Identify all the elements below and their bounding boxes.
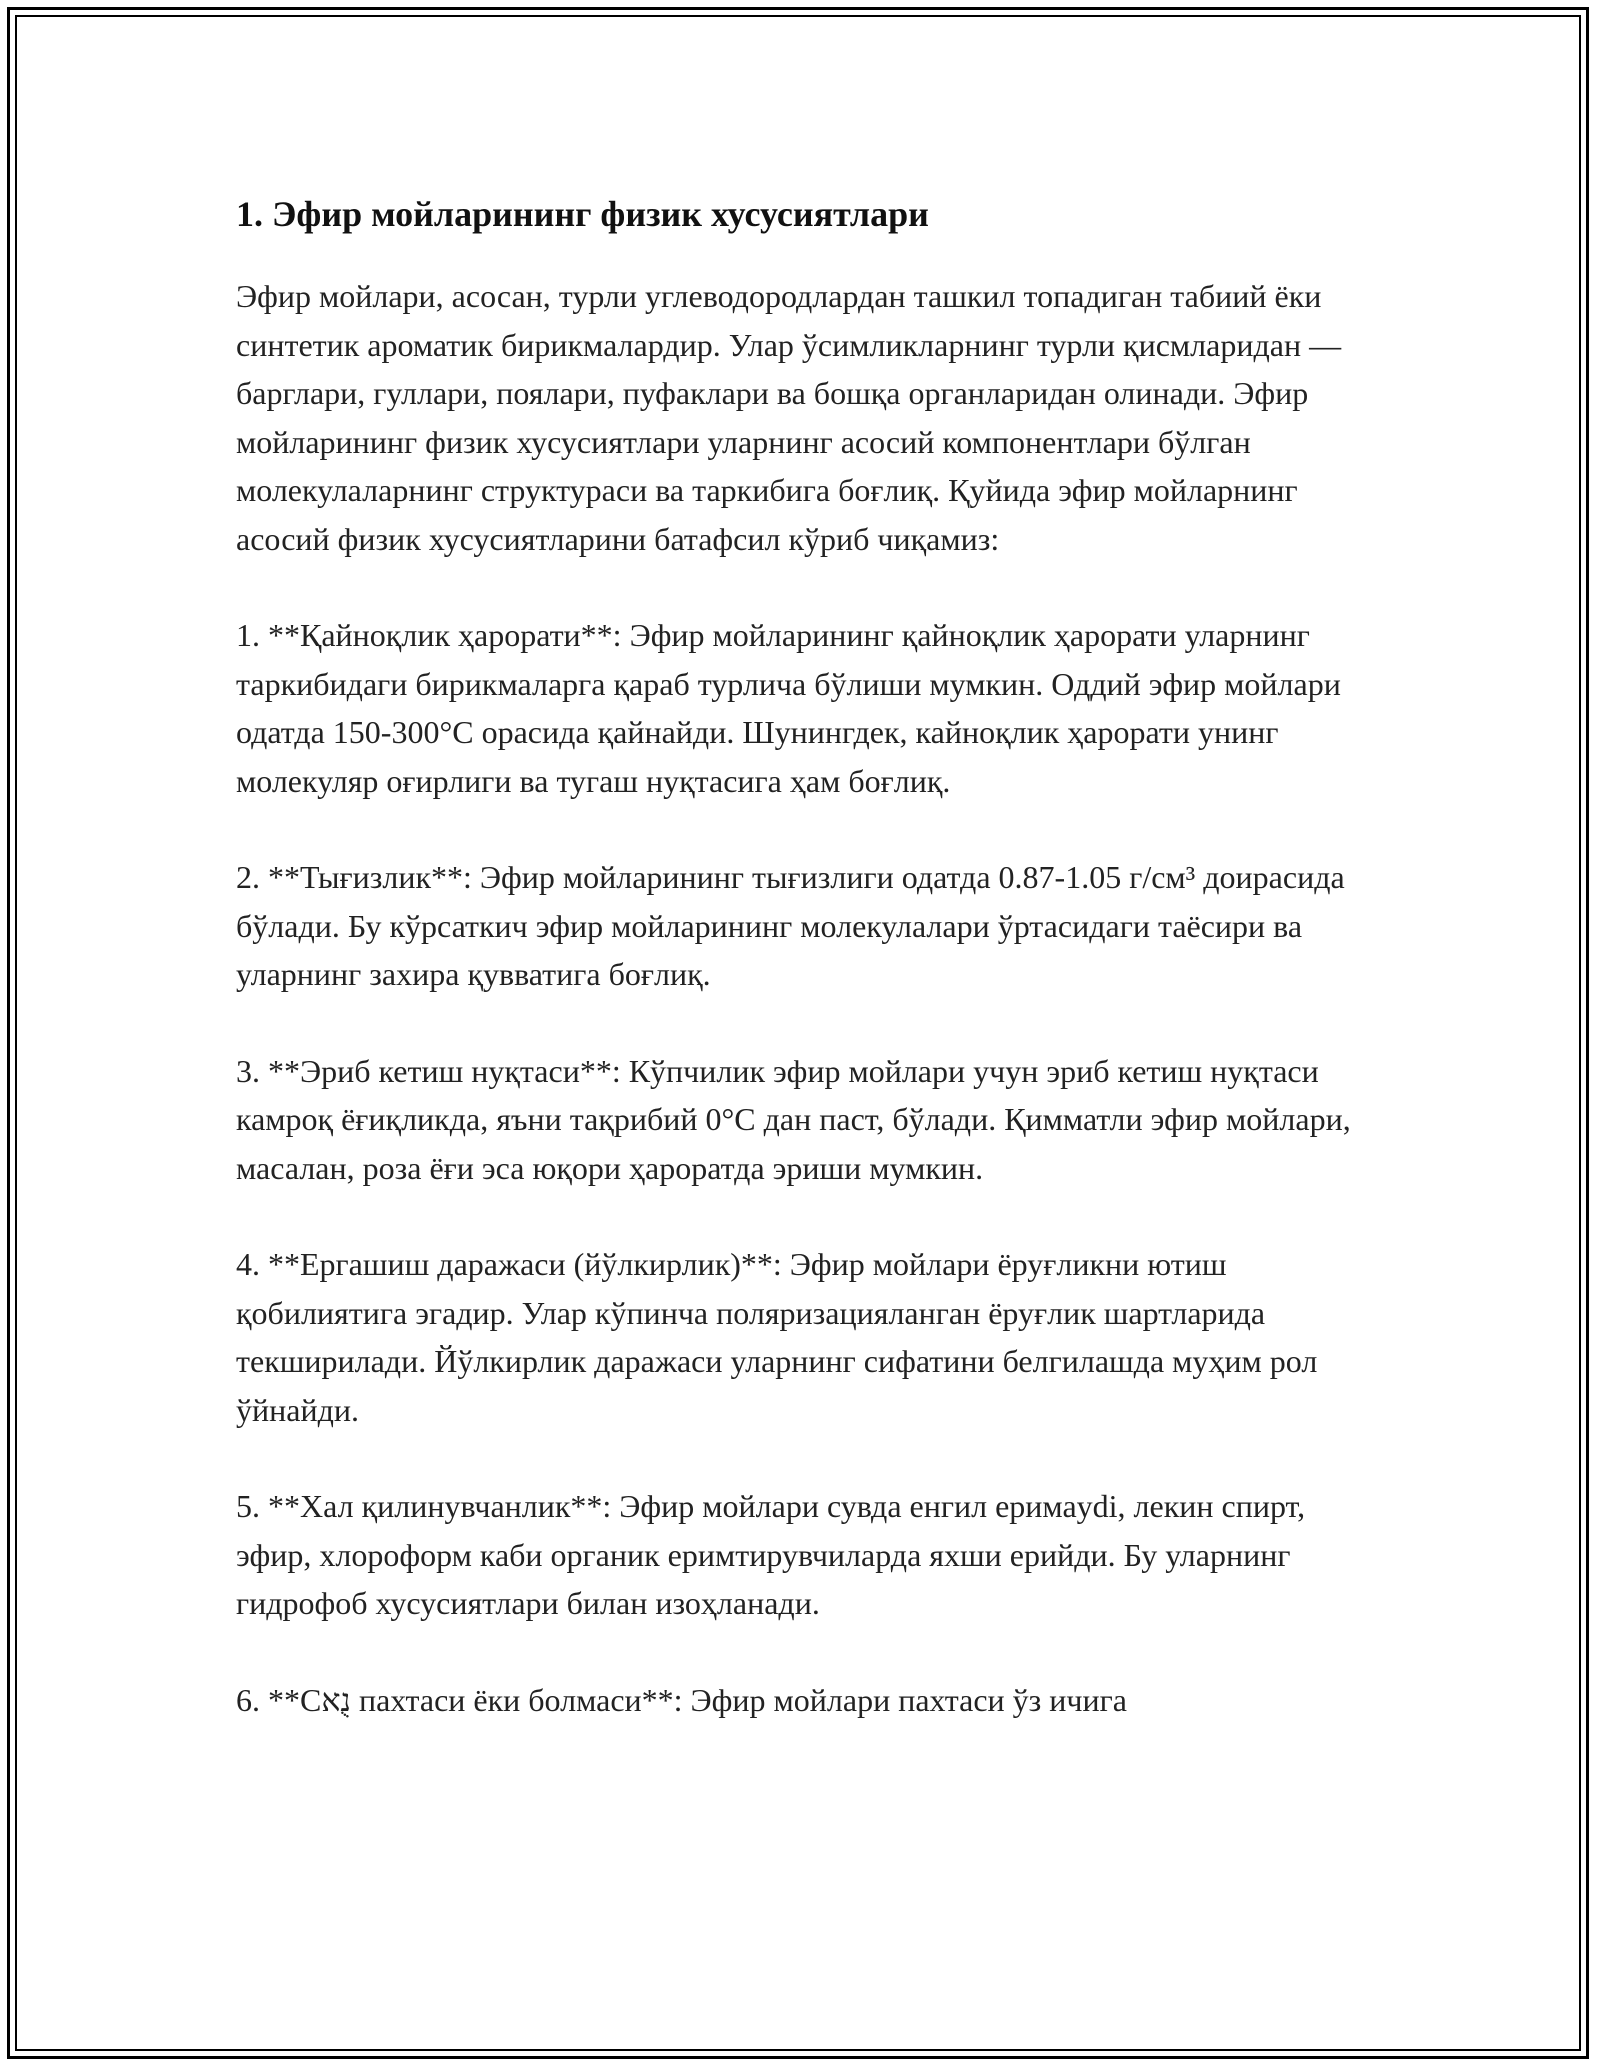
document-body bbox=[236, 188, 1376, 1772]
optical-rotation-paragraph: 4. **Ергашиш даражаси (йўлкирлик)**: Эфир мойлари ёруғликни ютиш қобилиятига эгадир. Улар кўпинча поляризацияланган ёруғлик шартларида текширилади. Йўлкирлик даражаси уларнинг сифатини белгилашда муҳим рол ўйнайди. bbox=[236, 1246, 1318, 1428]
boiling-point-paragraph: 1. **Қайноқлик ҳарорати**: Эфир мойларининг қайноқлик ҳарорати уларнинг таркибидаги бирикмаларга қараб турлича бўлиши мумкин. Оддий эфир мойлари одатда 150-300°C орасида қайнайди. Шунингдек, кайноқлик ҳарорати унинг молекуляр оғирлиги ва тугаш нуқтасига ҳам боғлиқ. bbox=[236, 617, 1341, 799]
intro-paragraph: Эфир мойлари, асосан, турли углеводородлардан ташкил топадиган табиий ёки синтетик ароматик бирикмалардир. Улар ўсимликларнинг турли қисмларидан — барглари, гуллари, поялари, пуфаклари ва бошқа органларидан олинади. Эфир мойларининг физик хусусиятлари уларнинг асосий компонентлари бўлган молекулаларнинг структураси ва таркибига боғлиқ. Қуйида эфир мойларнинг асосий физик хусусиятларини батафсил кўриб чиқамиз: bbox=[236, 278, 1342, 557]
section-heading: 1. Эфир мойларининг физик хусусиятлари bbox=[236, 194, 929, 234]
truncated-paragraph: 6. **Cנֻא пахтаси ёки болмаси**: Эфир мойлари пахтаси ўз ичига bbox=[236, 1681, 1127, 1718]
density-paragraph: 2. **Тығизлик**: Эфир мойларининг тығизлиги одатда 0.87-1.05 г/см³ доирасида бўлади. Бу кўрсаткич эфир мойларининг молекулалари ўртасидаги таёсири ва уларнинг захира қувватига боғлиқ. bbox=[236, 859, 1345, 992]
melting-point-paragraph: 3. **Эриб кетиш нуқтаси**: Кўпчилик эфир мойлари учун эриб кетиш нуқтаси камроқ ёғиқликда, яъни тақрибий 0°C дан паст, бўлади. Қимматли эфир мойлари, масалан, роза ёғи эса юқори ҳароратда эриши мумкин. bbox=[236, 1052, 1351, 1186]
solubility-paragraph: 5. **Хал қилинувчанлик**: Эфир мойлари сувда енгил еримаydi, лекин спирт, эфир, хлороформ каби органик еримтирувчиларда яхши ерийди. Бу уларнинг гидрофоб хусусиятлари билан изоҳланади. bbox=[236, 1488, 1306, 1621]
